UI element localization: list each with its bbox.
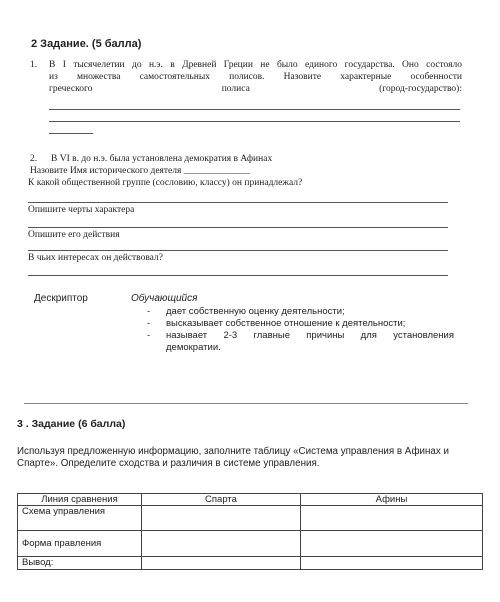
task2-heading: 2 Задание. (5 балла) [31, 38, 142, 50]
table-row-label: Схема управления [18, 506, 142, 531]
answer-line-q1-2[interactable] [49, 121, 460, 122]
table-header-row [18, 494, 483, 506]
table-cell-sparta[interactable] [142, 506, 301, 531]
table-cell-athens[interactable] [301, 557, 483, 570]
task3-intro-line2: Спарте». Определите сходства и различия в системе управления. [17, 458, 320, 469]
descriptor-item: дает собственную оценку деятельности; [166, 306, 345, 317]
q1-line3 [49, 84, 462, 95]
comparison-table [17, 493, 483, 570]
table-cell-athens[interactable] [301, 531, 483, 557]
table-row [18, 506, 483, 531]
q2-line2: Назовите Имя исторического деятеля ______________ [30, 166, 251, 176]
q1-line3-part-b: полиса [221, 84, 250, 94]
q2-line3: К какой общественной группе (сословию, классу) он принадлежал? [28, 178, 303, 188]
descriptor-bullet: - [147, 306, 151, 317]
q1-line3-part-c: (город-государство): [379, 84, 462, 94]
descriptor-item: демократии. [166, 342, 221, 353]
table-cell-sparta[interactable] [142, 531, 301, 557]
q1-line1: В I тысячелетии до н.э. в Древней Греции не было единого государства. Оно состояло [49, 60, 462, 70]
table-row [18, 557, 483, 570]
table-cell-sparta[interactable] [142, 557, 301, 570]
q2-line6: В чьих интересах он действовал? [28, 253, 163, 263]
table-header-cell: Спарта [142, 494, 301, 506]
task3-intro-line1: Используя предложенную информацию, заполните таблицу «Система управления в Афинах и [17, 446, 449, 457]
descriptor-item: называет 2-3 главные причины для установления [166, 330, 454, 341]
descriptor-item: высказывает собственное отношение к деятельности; [166, 318, 406, 329]
q1-number: 1. [30, 60, 38, 70]
section-divider [24, 403, 468, 404]
answer-line-q2-actions[interactable] [28, 250, 448, 251]
task3-heading: 3 . Задание (6 балла) [17, 418, 126, 430]
q2-number: 2. [30, 154, 38, 164]
descriptor-bullet: - [147, 330, 151, 341]
q1-line2: из множества самостоятельных полисов. Назовите характерные особенности [49, 72, 462, 82]
table-row [18, 531, 483, 557]
table-header-cell: Линия сравнения [18, 494, 142, 506]
table-cell-athens[interactable] [301, 506, 483, 531]
answer-line-q1-1[interactable] [49, 109, 460, 110]
answer-line-q2-group[interactable] [28, 202, 448, 203]
answer-line-q2-character[interactable] [28, 227, 448, 228]
table-row-label: Форма правления [18, 531, 142, 557]
q2-line1: В VI в. до н.э. была установлена демократия в Афинах [51, 154, 273, 164]
q2-line4: Опишите черты характера [28, 205, 135, 215]
descriptor-learner: Обучающийся [131, 293, 198, 304]
table-row-label: Вывод: [18, 557, 142, 570]
descriptor-label: Дескриптор [34, 293, 88, 304]
q2-line5: Опишите его действия [28, 230, 120, 240]
q1-line3-part-a: греческого [49, 84, 93, 94]
descriptor-bullet: - [147, 318, 151, 329]
answer-line-q2-interests[interactable] [28, 275, 448, 276]
answer-line-q1-3[interactable] [49, 133, 93, 134]
table-header-cell: Афины [301, 494, 483, 506]
